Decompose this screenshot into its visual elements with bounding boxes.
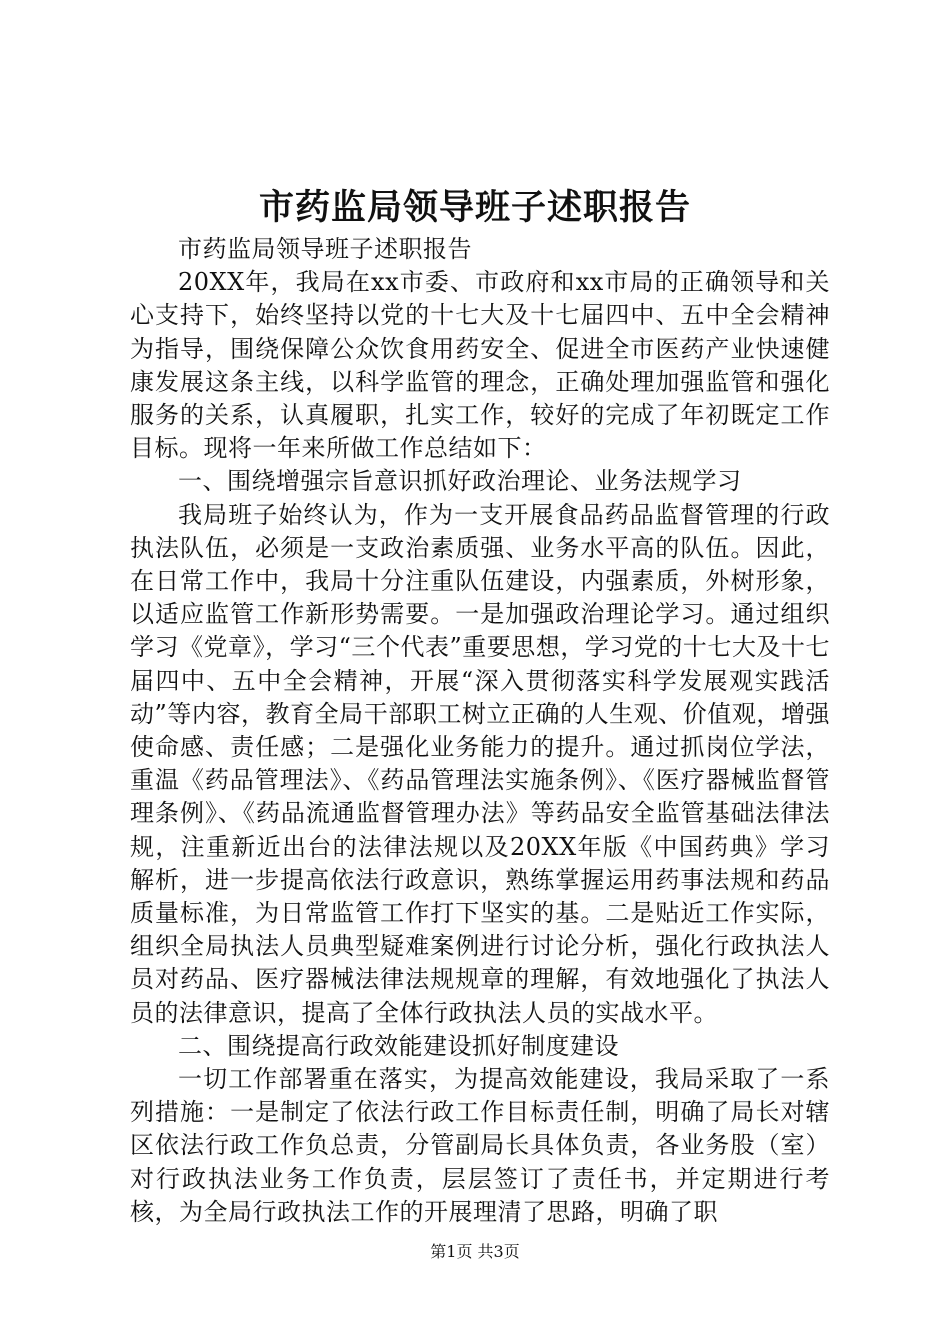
paragraph-intro: 20XX年，我局在xx市委、市政府和xx市局的正确领导和关心支持下，始终坚持以党的十七大及十七届四中、五中全会精神为指导，围绕保障公众饮食用药安全、促进全市医药产业快速健康发展这条主线，以科学监管的理念，正确处理加强监管和强化服务的关系，认真履职，扎实工作，较好的完成了年初既定工作目标。现将一年来所做工作总结如下： xyxy=(130,268,830,463)
page-footer: 第1页 共3页 xyxy=(430,1242,520,1261)
paragraph-subtitle: 市药监局领导班子述职报告 xyxy=(178,235,472,263)
paragraph-section-2: 一切工作部署重在落实，为提高效能建设，我局采取了一系列措施：一是制定了依法行政工作目标责任制，明确了局长对辖区依法行政工作负总责，分管副局长具体负责，各业务股（室）对行政执法业务工作负责，层层签订了责任书，并定期进行考核，为全局行政执法工作的开展理清了思路，明确了职 xyxy=(130,1065,830,1226)
document-title: 市药监局领导班子述职报告 xyxy=(258,187,691,228)
section-heading-1: 一、围绕增强宗旨意识抓好政治理论、业务法规学习 xyxy=(178,467,742,496)
document-body xyxy=(130,233,830,1229)
section-heading-2: 二、围绕提高行政效能建设抓好制度建设 xyxy=(178,1031,619,1060)
paragraph-section-1: 我局班子始终认为，作为一支开展食品药品监督管理的行政执法队伍，必须是一支政治素质强、业务水平高的队伍。因此，在日常工作中，我局十分注重队伍建设，内强素质，外树形象，以适应监管工作新形势需要。一是加强政治理论学习。通过组织学习《党章》，学习“三个代表”重要思想，学习党的十七大及十七届四中、五中全会精神，开展“深入贯彻落实科学发展观实践活动”等内容，教育全局干部职工树立正确的人生观、价值观，增强使命感、责任感；二是强化业务能力的提升。通过抓岗位学法，重温《药品管理法》、《药品管理法实施条例》、《医疗器械监督管理条例》、《药品流通监督管理办法》等药品安全监管基础法律法规，注重新近出台的法律法规以及20XX年版《中国药典》学习解析，进一步提高依法行政意识，熟练掌握运用药事法规和药品质量标准，为日常监管工作打下坚实的基。二是贴近工作实际，组织全局执法人员典型疑难案例进行讨论分析，强化行政执法人员对药品、医疗器械法律法规规章的理解，有效地强化了执法人员的法律意识，提高了全体行政执法人员的实战水平。 xyxy=(130,500,830,1027)
